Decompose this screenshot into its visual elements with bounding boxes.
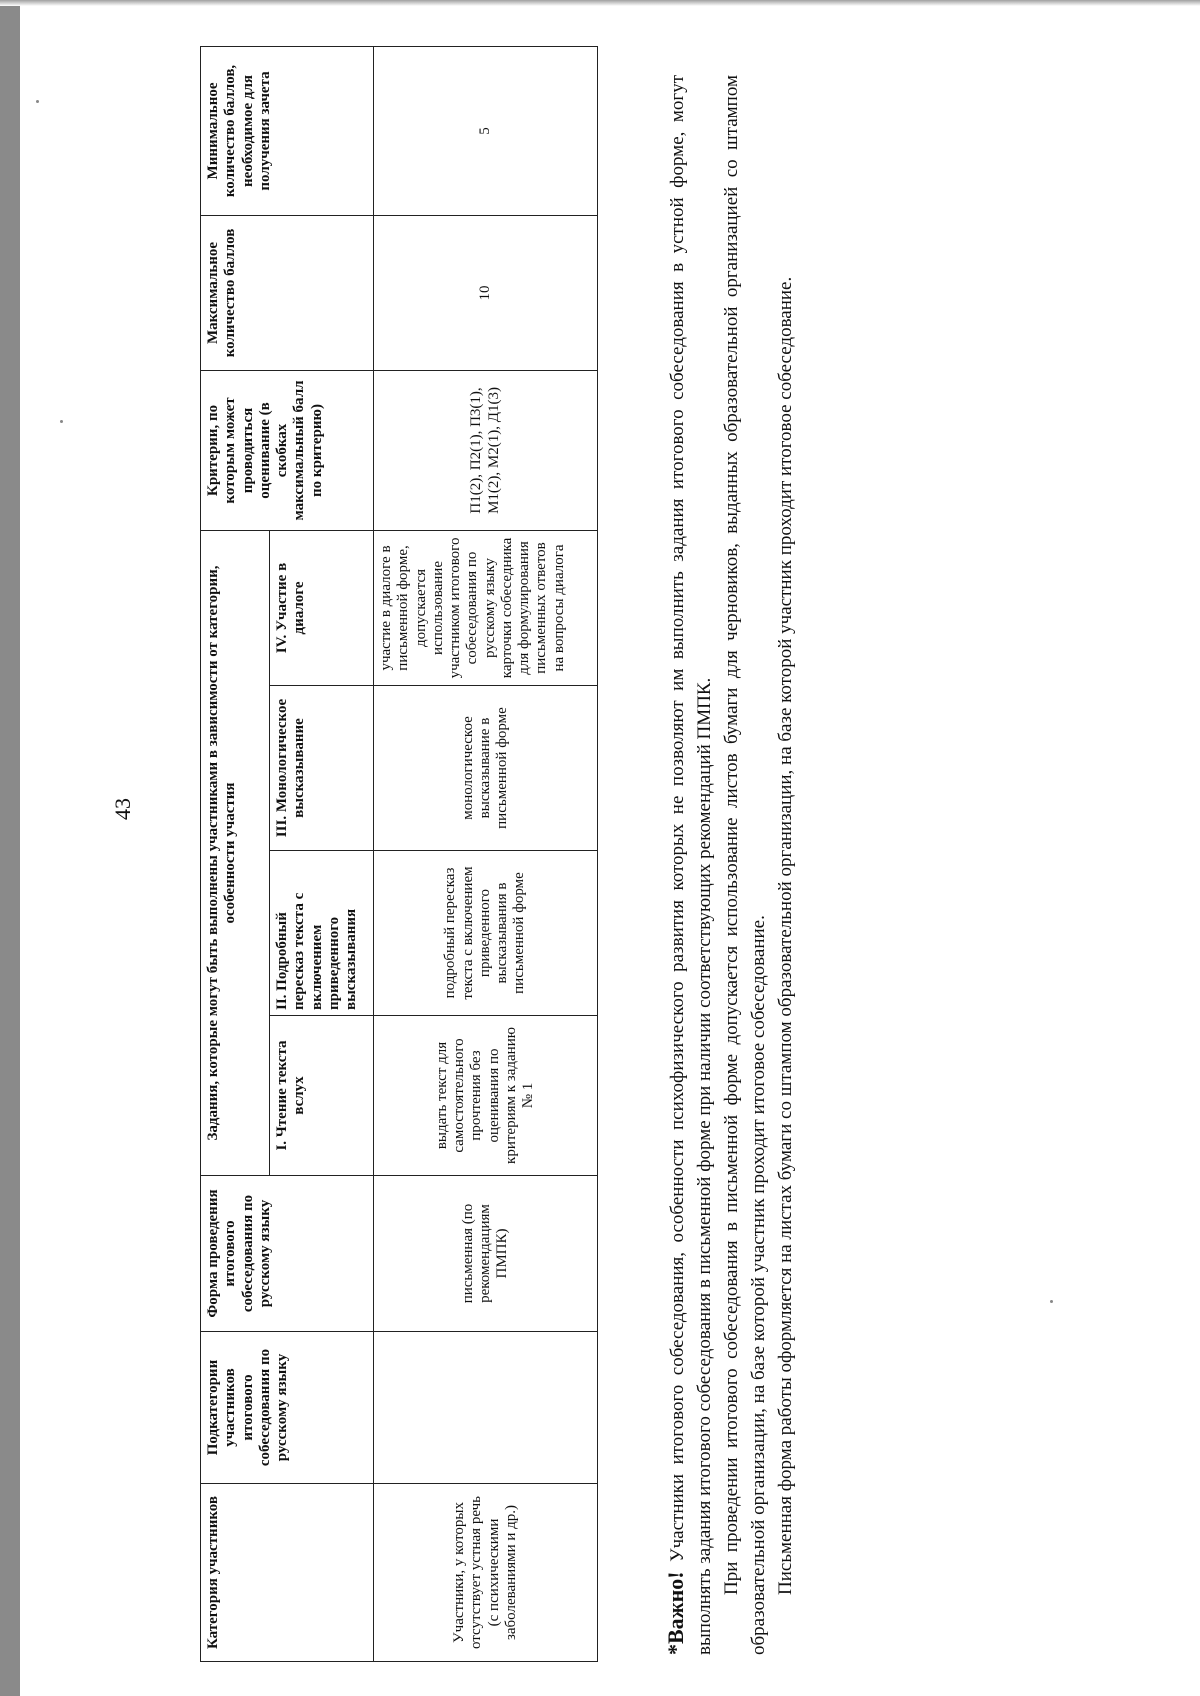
note-paragraph-3: Письменная форма работы оформляется на листах бумаги со штампом образовательной организации, на базе которой участник проходит итоговое собеседование.	[774, 276, 796, 1595]
header-task-2: II. Подробный пересказ текста с включением приведенного высказывания	[270, 851, 374, 1016]
scanner-top-edge	[0, 0, 1200, 6]
cell-task-3: монологическое высказывание в письменной форме	[374, 686, 598, 851]
important-label: *Важно!	[663, 1571, 688, 1655]
header-category: Категория участников	[201, 1484, 374, 1662]
header-min-score: Минимальное количество баллов, необходимое для получения зачета	[201, 46, 374, 215]
header-task-3: III. Монологическое высказывание	[270, 686, 374, 851]
header-tasks-group: Задания, которые могут быть выполнены участниками в зависимости от категории, особенности участия	[201, 530, 270, 1175]
rotated-page	[90, 20, 970, 1680]
table-row	[374, 46, 598, 1661]
scan-speck	[60, 420, 63, 423]
cell-criteria: П1(2), П2(1), П3(1), М1(2), М2(1), Д1(3)	[374, 370, 598, 530]
cell-category: Участники, у которых отсутствует устная речь (с психическими заболеваниями и др.)	[374, 1484, 598, 1662]
cell-min-score: 5	[374, 46, 598, 215]
participants-table	[200, 46, 598, 1662]
cell-form: письменная (по рекомендациям ПМПК)	[374, 1176, 598, 1332]
page-number: 43	[110, 798, 135, 820]
header-task-4: IV. Участие в диалоге	[270, 530, 374, 685]
header-criteria: Критерии, по которым может проводиться оценивание (в скобках максимальный балл по критерию)	[201, 370, 374, 530]
note-paragraph-2: При проведении итогового собеседования в письменной форме допускается использование листов бумаги для черновиков, выданных образовательной организацией со штампом образовательной организации, на базе которой участник проходит итоговое собеседование.	[720, 75, 769, 1655]
scan-speck	[36, 100, 39, 103]
header-max-score: Максимальное количество баллов	[201, 215, 374, 370]
cell-subcategory	[374, 1332, 598, 1484]
note-text-1: Участники итогового собеседования, особенности психофизического развития которых не позволяют им выполнить задания итогового собеседования в устной форме, могут выполнять задания итогового собеседования в письменной форме при наличии соответствующих рекомендаций ПМПК.	[667, 74, 715, 1655]
header-form: Форма проведения итогового собеседования по русскому языку	[201, 1176, 374, 1332]
note-paragraph-1	[660, 75, 719, 1655]
table-header-row	[201, 46, 270, 1661]
header-task-1: I. Чтение текста вслух	[270, 1016, 374, 1176]
cell-task-1: выдать текст для самостоятельного прочтения без оценивания по критериям к заданию № 1	[374, 1016, 598, 1176]
cell-task-2: подробный пересказ текста с включением приведенного высказывания в письменной форме	[374, 851, 598, 1016]
cell-max-score: 10	[374, 215, 598, 370]
scanner-edge	[0, 0, 20, 1696]
scan-speck	[1050, 1300, 1053, 1303]
header-subcategory: Подкатегории участников итогового собеседования по русскому языку	[201, 1332, 374, 1484]
notes-section	[660, 75, 800, 1655]
cell-task-4: участие в диалоге в письменной форме, допускается использование участником итогового собеседования по русскому языку карточки собеседника для формулирования письменных ответов на вопросы диалога	[374, 530, 598, 685]
